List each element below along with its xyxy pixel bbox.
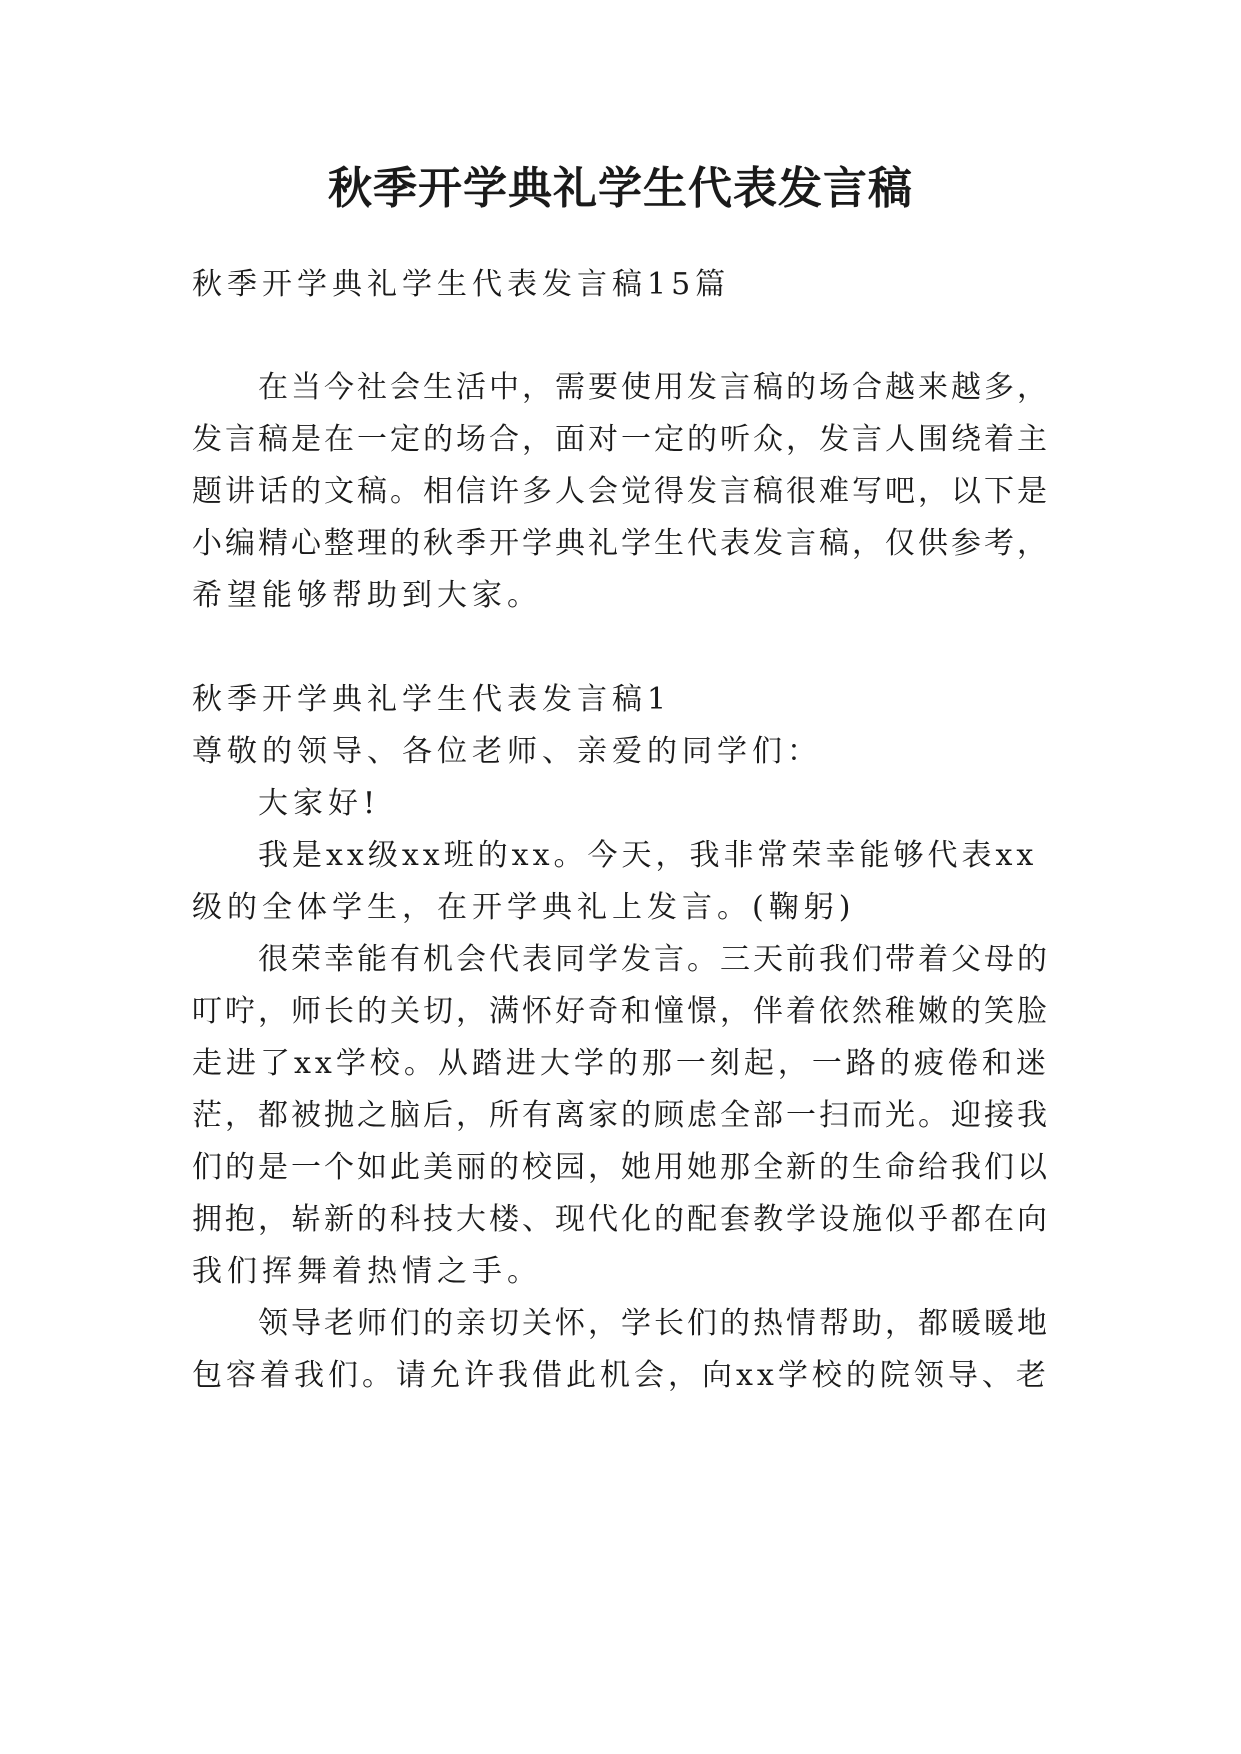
paragraph-line: 我是xx级xx班的xx。今天，我非常荣幸能够代表xx (258, 838, 1038, 873)
intro-line: 在当今社会生活中，需要使用发言稿的场合越来越多， (258, 370, 1050, 405)
intro-line: 发言稿是在一定的场合，面对一定的听众，发言人围绕着主 (192, 422, 1050, 457)
intro-line: 题讲话的文稿。相信许多人会觉得发言稿很难写吧，以下是 (192, 474, 1050, 509)
paragraph-line: 领导老师们的亲切关怀，学长们的热情帮助，都暖暖地 (258, 1306, 1050, 1341)
paragraph-line: 级的全体学生，在开学典礼上发言。(鞠躬) (192, 890, 856, 925)
paragraph-line: 拥抱，崭新的科技大楼、现代化的配套教学设施似乎都在向 (192, 1202, 1050, 1237)
paragraph-line: 茫，都被抛之脑后，所有离家的顾虑全部一扫而光。迎接我 (192, 1098, 1050, 1133)
intro-line: 希望能够帮助到大家。 (192, 578, 542, 613)
paragraph-line: 很荣幸能有机会代表同学发言。三天前我们带着父母的 (258, 942, 1050, 977)
document-title: 秋季开学典礼学生代表发言稿 (328, 163, 913, 214)
greeting: 大家好! (258, 786, 381, 821)
paragraph-line: 走进了xx学校。从踏进大学的那一刻起，一路的疲倦和迷 (192, 1046, 1050, 1081)
paragraph-line: 叮咛，师长的关切，满怀好奇和憧憬，伴着依然稚嫩的笑脸 (192, 994, 1050, 1029)
paragraph-line: 我们挥舞着热情之手。 (192, 1254, 542, 1289)
intro-line: 小编精心整理的秋季开学典礼学生代表发言稿，仅供参考， (192, 526, 1050, 561)
document-subtitle: 秋季开学典礼学生代表发言稿15篇 (192, 267, 731, 302)
paragraph-line: 包容着我们。请允许我借此机会，向xx学校的院领导、老 (192, 1358, 1050, 1393)
section-heading: 秋季开学典礼学生代表发言稿1 (192, 682, 672, 717)
paragraph-line: 们的是一个如此美丽的校园，她用她那全新的生命给我们以 (192, 1150, 1050, 1185)
salutation: 尊敬的领导、各位老师、亲爱的同学们： (192, 734, 822, 769)
